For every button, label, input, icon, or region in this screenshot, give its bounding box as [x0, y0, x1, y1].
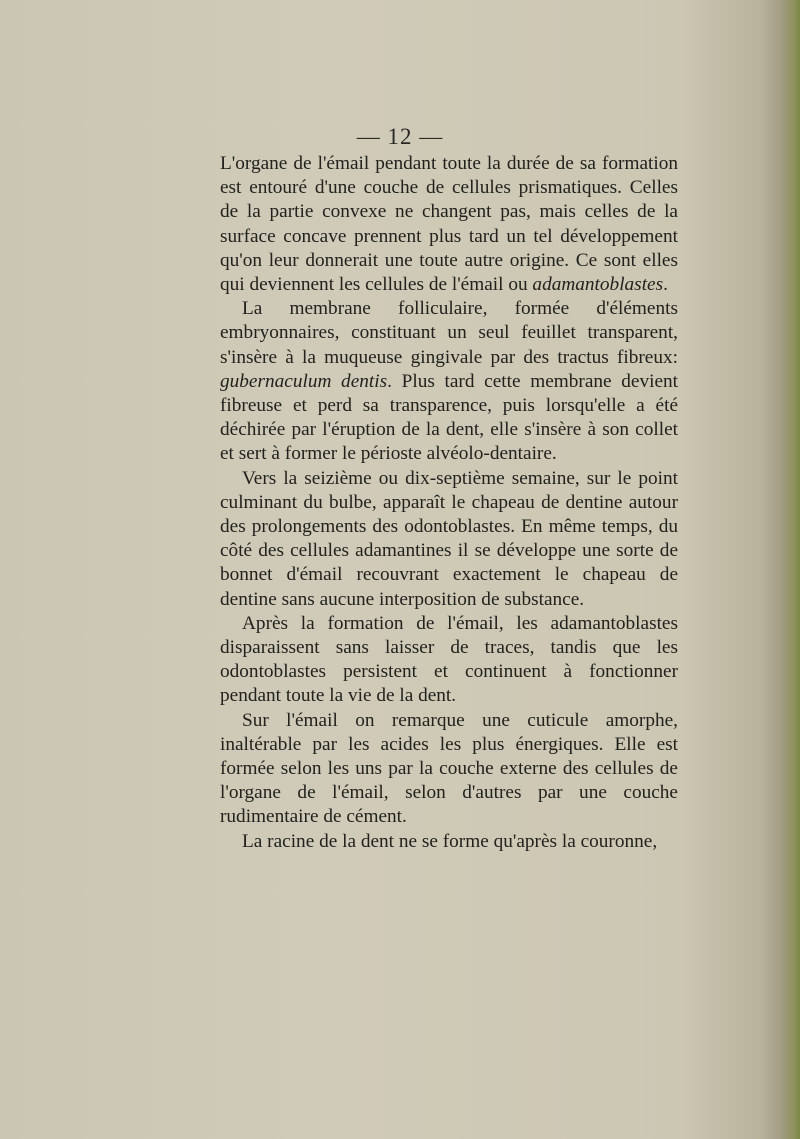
paragraph-4: [220, 612, 678, 709]
paragraph-2-text: La membrane folliculaire, formée d'éléments embryonnaires, constituant un seul feuillet transparent, s'insère à la muqueuse gingivale par des tractus fibreux:: [220, 298, 678, 368]
body-text: [220, 152, 678, 854]
paragraph-3: [220, 467, 678, 612]
paragraph-6-text: La racine de la dent ne se forme qu'après la couronne,: [242, 830, 658, 852]
page-number: — 12 —: [356, 124, 444, 149]
paragraph-2-end: . Plus tard cette membrane devient fibreuse et perd sa transparence, puis lorsqu'elle a été déchirée par l'éruption de la dent, elle s'insère à son collet et sert à former le périoste alvéolo-dentaire.: [220, 370, 679, 465]
paragraph-1: [220, 152, 678, 297]
paragraph-2: [220, 297, 678, 466]
paragraph-3-text: Vers la seizième ou dix-septième semaine, sur le point culminant du bulbe, apparaît le chapeau de dentine autour des prolongements des odontoblastes. En même temps, du côté des cellules adamantines il se développe une sorte de bonnet d'émail recouvrant exactement le chapeau de dentine sans aucune interposition de substance.: [220, 467, 678, 610]
page-edge-shadow: [782, 0, 800, 1139]
paragraph-1-text: L'organe de l'émail pendant toute la durée de sa formation est entouré d'une couche de cellules prismatiques. Celles de la partie convexe ne changent pas, mais celles de la surface concave prennent plus tard un tel développement qu'on leur donnerait une toute autre origine. Ce sont elles qui deviennent les cellules de l'émail ou: [220, 153, 678, 296]
paragraph-5: [220, 709, 678, 830]
paragraph-5-text: Sur l'émail on remarque une cuticule amorphe, inaltérable par les acides les plus énergiques. Elle est formée selon les uns par la couche externe des cellules de l'organe de l'émail, selon d'autres par une couche rudimentaire de cément.: [220, 709, 678, 828]
paragraph-1-end: .: [663, 274, 668, 296]
paragraph-4-text: Après la formation de l'émail, les adamantoblastes disparaissent sans laisser de traces, tandis que les odontoblastes persistent et continuent à fonctionner pendant toute la vie de la dent.: [220, 612, 678, 707]
paragraph-2-italic-term: gubernaculum dentis: [220, 370, 388, 392]
paragraph-6: [220, 830, 678, 854]
paragraph-1-italic-term: adamantoblastes: [532, 274, 664, 296]
